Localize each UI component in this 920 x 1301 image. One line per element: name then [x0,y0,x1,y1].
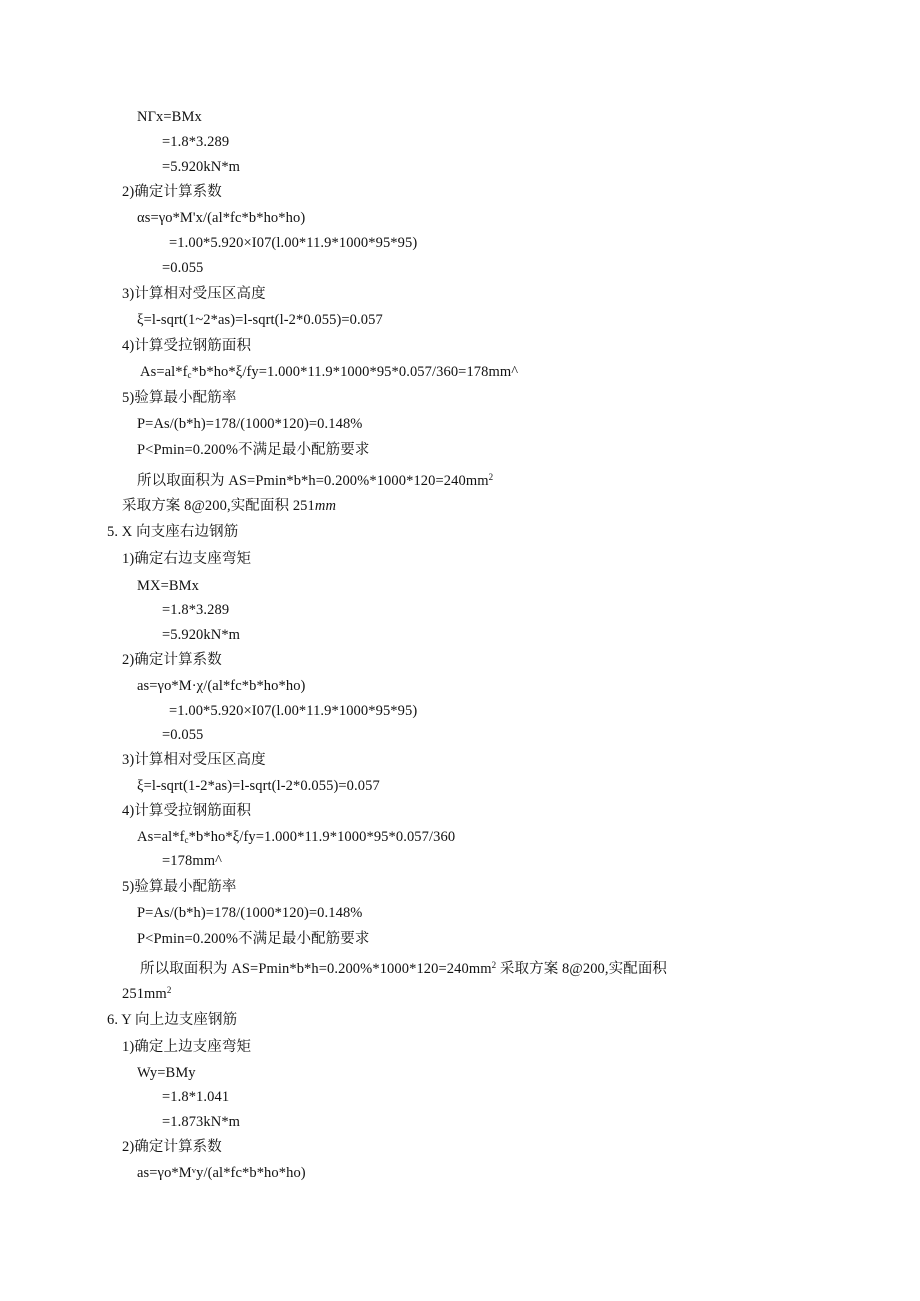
step-heading: 1)确定上边支座弯矩 [122,1039,252,1055]
moment-definition: NΓx=BMx [137,109,202,125]
steel-area-formula [140,363,518,381]
section-heading: 6. Y 向上边支座钢筋 [107,1012,238,1028]
formula-subscript: c [184,835,189,845]
formula-part: As=al*f [137,829,185,845]
scheme-text: 采取方案 8@200,实配面积 [496,961,668,977]
step-heading: 1)确定右边支座弯矩 [122,551,252,567]
formula-part: *b*ho*ξ/fy=1.000*11.9*1000*95*0.057/360 [188,829,456,845]
step-heading: 2)确定计算系数 [122,1139,222,1155]
area-conclusion [140,960,667,978]
coefficient-calc: =1.00*5.920×I07(l.00*11.9*1000*95*95) [169,235,418,251]
unit-superscript: 2 [166,985,172,995]
coefficient-result: =0.055 [162,260,204,276]
unit-text: mm [314,498,337,514]
unit-superscript: 2 [491,960,497,970]
moment-result: =5.920kN*m [162,159,241,175]
xi-formula: ξ=l-sqrt(1~2*as)=l-sqrt(l-2*0.055)=0.057 [137,312,383,328]
steel-area-formula [137,828,455,846]
moment-result: =5.920kN*m [162,627,241,643]
xi-formula: ξ=l-sqrt(1-2*as)=l-sqrt(l-2*0.055)=0.057 [137,778,380,794]
moment-definition: MX=BMx [137,578,199,594]
formula-subscript: c [187,370,192,380]
moment-calc: =1.8*3.289 [162,134,230,150]
reinforcement-scheme [122,497,336,515]
step-heading: 2)确定计算系数 [122,652,222,668]
area-value: 251mm [122,986,167,1002]
step-heading: 3)计算相对受压区高度 [122,286,266,302]
area-conclusion-cont [122,985,171,1003]
coefficient-formula: αs=γo*M'x/(al*fc*b*ho*ho) [137,210,306,226]
step-heading: 3)计算相对受压区高度 [122,752,266,768]
ratio-formula: P=As/(b*h)=178/(1000*120)=0.148% [137,905,363,921]
step-heading: 4)计算受拉钢筋面积 [122,338,252,354]
step-heading: 2)确定计算系数 [122,184,222,200]
section-heading: 5. X 向支座右边钢筋 [107,524,239,540]
conclusion-text: 所以取面积为 AS=Pmin*b*h=0.200%*1000*120=240mm [140,961,492,977]
moment-calc: =1.8*1.041 [162,1089,230,1105]
step-heading: 4)计算受拉钢筋面积 [122,803,252,819]
area-conclusion [137,472,493,490]
moment-result: =1.873kN*m [162,1114,241,1130]
step-heading: 5)验算最小配筋率 [122,879,237,895]
conclusion-text: 所以取面积为 AS=Pmin*b*h=0.200%*1000*120=240mm [137,473,489,489]
steel-area-result: =178mm^ [162,853,222,869]
formula-part: *b*ho*ξ/fy=1.000*11.9*1000*95*0.057/360=178mm^ [191,364,519,380]
coefficient-formula: as=γo*Mᵛy/(al*fc*b*ho*ho) [137,1165,306,1181]
ratio-check: P<Pmin=0.200%不满足最小配筋要求 [137,442,370,458]
step-heading: 5)验算最小配筋率 [122,390,237,406]
moment-definition: Wy=BMy [137,1065,196,1081]
coefficient-calc: =1.00*5.920×I07(l.00*11.9*1000*95*95) [169,703,418,719]
moment-calc: =1.8*3.289 [162,602,230,618]
scheme-text: 采取方案 8@200,实配面积 251 [122,498,315,514]
ratio-check: P<Pmin=0.200%不满足最小配筋要求 [137,931,370,947]
ratio-formula: P=As/(b*h)=178/(1000*120)=0.148% [137,416,363,432]
unit-superscript: 2 [488,472,494,482]
coefficient-result: =0.055 [162,727,204,743]
coefficient-formula: as=γo*M·χ/(al*fc*b*ho*ho) [137,678,306,694]
formula-part: As=al*f [140,364,188,380]
